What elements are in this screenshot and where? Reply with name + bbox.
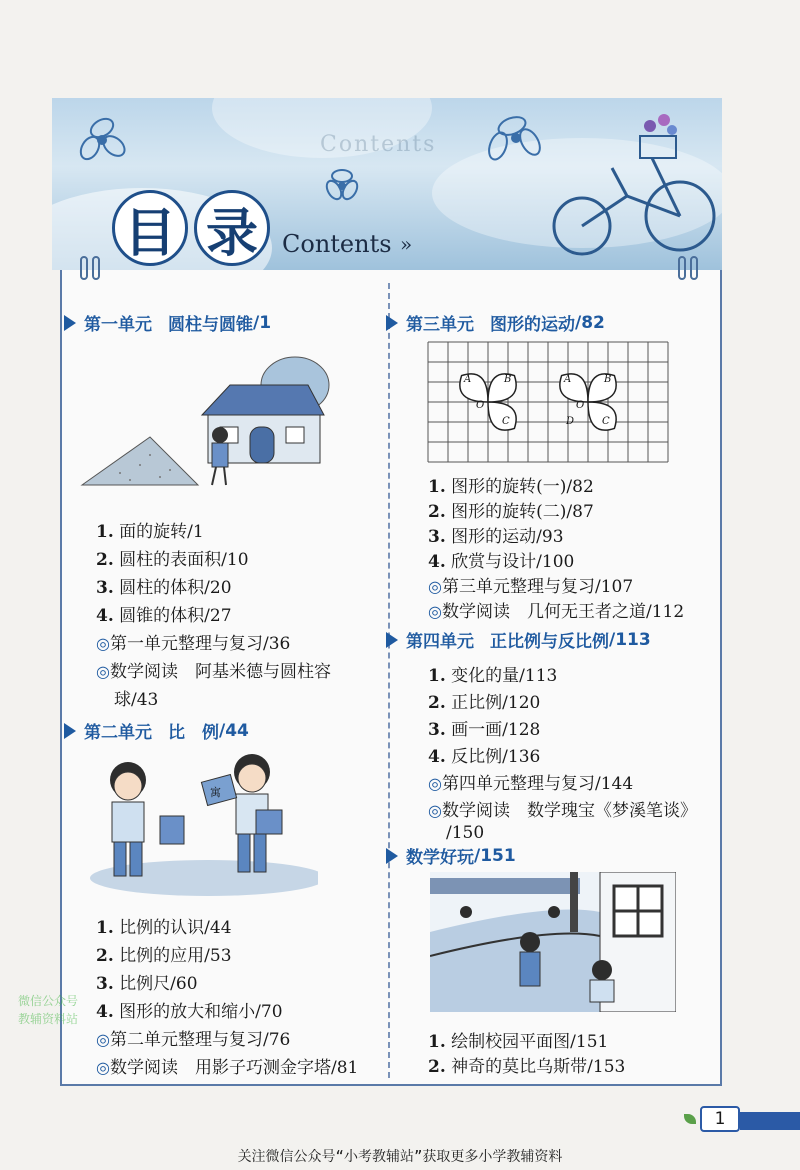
binder-ring-icon xyxy=(92,256,100,280)
list-item[interactable]: ◎数学阅读 用影子巧测金字塔/81 xyxy=(96,1058,359,1078)
unit1-illustration xyxy=(80,355,330,495)
unit4-heading[interactable]: 第四单元 正比例与反比例 /113 xyxy=(386,627,651,652)
grid-point-label: C xyxy=(602,416,610,427)
fun-heading[interactable]: 数学好玩 /151 xyxy=(386,843,516,868)
unit2-heading[interactable]: 第二单元 比 例 /44 xyxy=(64,718,249,743)
grid-point-label: A xyxy=(564,374,572,385)
list-item[interactable]: 3. 画一画/128 xyxy=(428,720,541,740)
grid-point-label: B xyxy=(604,374,612,385)
leaf-icon xyxy=(684,1114,696,1124)
grid-point-label: C xyxy=(502,416,510,427)
grid-point-label: A xyxy=(464,374,472,385)
list-item[interactable]: 4. 圆锥的体积/27 xyxy=(96,606,232,626)
unit1-heading[interactable]: 第一单元 圆柱与圆锥 /1 xyxy=(64,310,271,335)
list-item[interactable]: ◎第二单元整理与复习/76 xyxy=(96,1030,291,1050)
list-item[interactable]: 1. 图形的旋转(一)/82 xyxy=(428,477,594,497)
target-icon: ◎ xyxy=(428,602,442,621)
list-item[interactable]: 3. 圆柱的体积/20 xyxy=(96,578,232,598)
list-item[interactable]: 3. 图形的运动/93 xyxy=(428,527,564,547)
bicycle-icon xyxy=(554,114,714,254)
page-number: 1 xyxy=(700,1106,740,1132)
grid-point-label: O xyxy=(576,400,585,411)
list-item[interactable]: 1. 变化的量/113 xyxy=(428,666,558,686)
grid-lines xyxy=(428,342,668,462)
target-icon: ◎ xyxy=(428,801,442,820)
binder-ring-icon xyxy=(690,256,698,280)
list-item[interactable]: ◎数学阅读 数学瑰宝《梦溪笔谈》 xyxy=(428,801,697,821)
list-item-wrap: 球/43 xyxy=(114,690,159,710)
contents-arrow-icon: » xyxy=(400,232,413,256)
list-item[interactable]: 2. 神奇的莫比乌斯带/153 xyxy=(428,1057,626,1077)
banner-ghost-text: Contents xyxy=(320,132,437,157)
flower-icon xyxy=(324,170,360,202)
triangle-icon xyxy=(386,848,398,864)
target-icon: ◎ xyxy=(96,662,110,681)
list-item[interactable]: 2. 图形的旋转(二)/87 xyxy=(428,502,594,522)
list-item[interactable]: ◎第四单元整理与复习/144 xyxy=(428,774,634,794)
footer-note: 关注微信公众号“小考教辅站”获取更多小学教辅资料 xyxy=(237,1149,563,1165)
watermark: 微信公众号 教辅资料站 xyxy=(18,994,79,1026)
target-icon: ◎ xyxy=(96,1058,110,1077)
fun-illustration xyxy=(430,872,676,1012)
triangle-icon xyxy=(386,632,398,648)
target-icon: ◎ xyxy=(96,1030,110,1049)
triangle-icon xyxy=(64,723,76,739)
grid-point-label: O xyxy=(476,400,485,411)
title-char-2: 录 xyxy=(194,190,270,266)
grid-point-label: D xyxy=(566,416,575,427)
list-item[interactable]: ◎第一单元整理与复习/36 xyxy=(96,634,291,654)
list-item[interactable]: 1. 比例的认识/44 xyxy=(96,918,232,938)
list-item[interactable]: 1. 面的旋转/1 xyxy=(96,522,204,542)
flower-icon xyxy=(77,115,128,162)
book-label: 寓 xyxy=(210,786,221,799)
rotation-grid-figure xyxy=(426,340,670,466)
list-item[interactable]: 4. 反比例/136 xyxy=(428,747,541,767)
list-item[interactable]: 2. 正比例/120 xyxy=(428,693,541,713)
list-item[interactable]: 2. 圆柱的表面积/10 xyxy=(96,550,249,570)
list-item[interactable]: 2. 比例的应用/53 xyxy=(96,946,232,966)
target-icon: ◎ xyxy=(428,577,442,596)
contents-label: Contents xyxy=(282,230,392,258)
flower-icon xyxy=(486,114,544,162)
triangle-icon xyxy=(64,315,76,331)
target-icon: ◎ xyxy=(428,774,442,793)
list-item[interactable]: ◎数学阅读 几何无王者之道/112 xyxy=(428,602,685,622)
unit2-illustration xyxy=(88,750,318,900)
target-icon: ◎ xyxy=(96,634,110,653)
list-item[interactable]: ◎第三单元整理与复习/107 xyxy=(428,577,634,597)
list-item-wrap: /150 xyxy=(446,823,485,843)
title-char-1: 目 xyxy=(112,190,188,266)
binder-ring-icon xyxy=(80,256,88,280)
triangle-icon xyxy=(386,315,398,331)
list-item[interactable]: 4. 欣赏与设计/100 xyxy=(428,552,575,572)
binder-ring-icon xyxy=(678,256,686,280)
list-item[interactable]: ◎数学阅读 阿基米德与圆柱容 xyxy=(96,662,331,682)
list-item[interactable]: 4. 图形的放大和缩小/70 xyxy=(96,1002,283,1022)
footer-bar xyxy=(740,1112,800,1130)
column-divider xyxy=(388,283,390,1078)
list-item[interactable]: 1. 绘制校园平面图/151 xyxy=(428,1032,609,1052)
unit3-heading[interactable]: 第三单元 图形的运动 /82 xyxy=(386,310,605,335)
grid-point-label: B xyxy=(504,374,512,385)
list-item[interactable]: 3. 比例尺/60 xyxy=(96,974,198,994)
